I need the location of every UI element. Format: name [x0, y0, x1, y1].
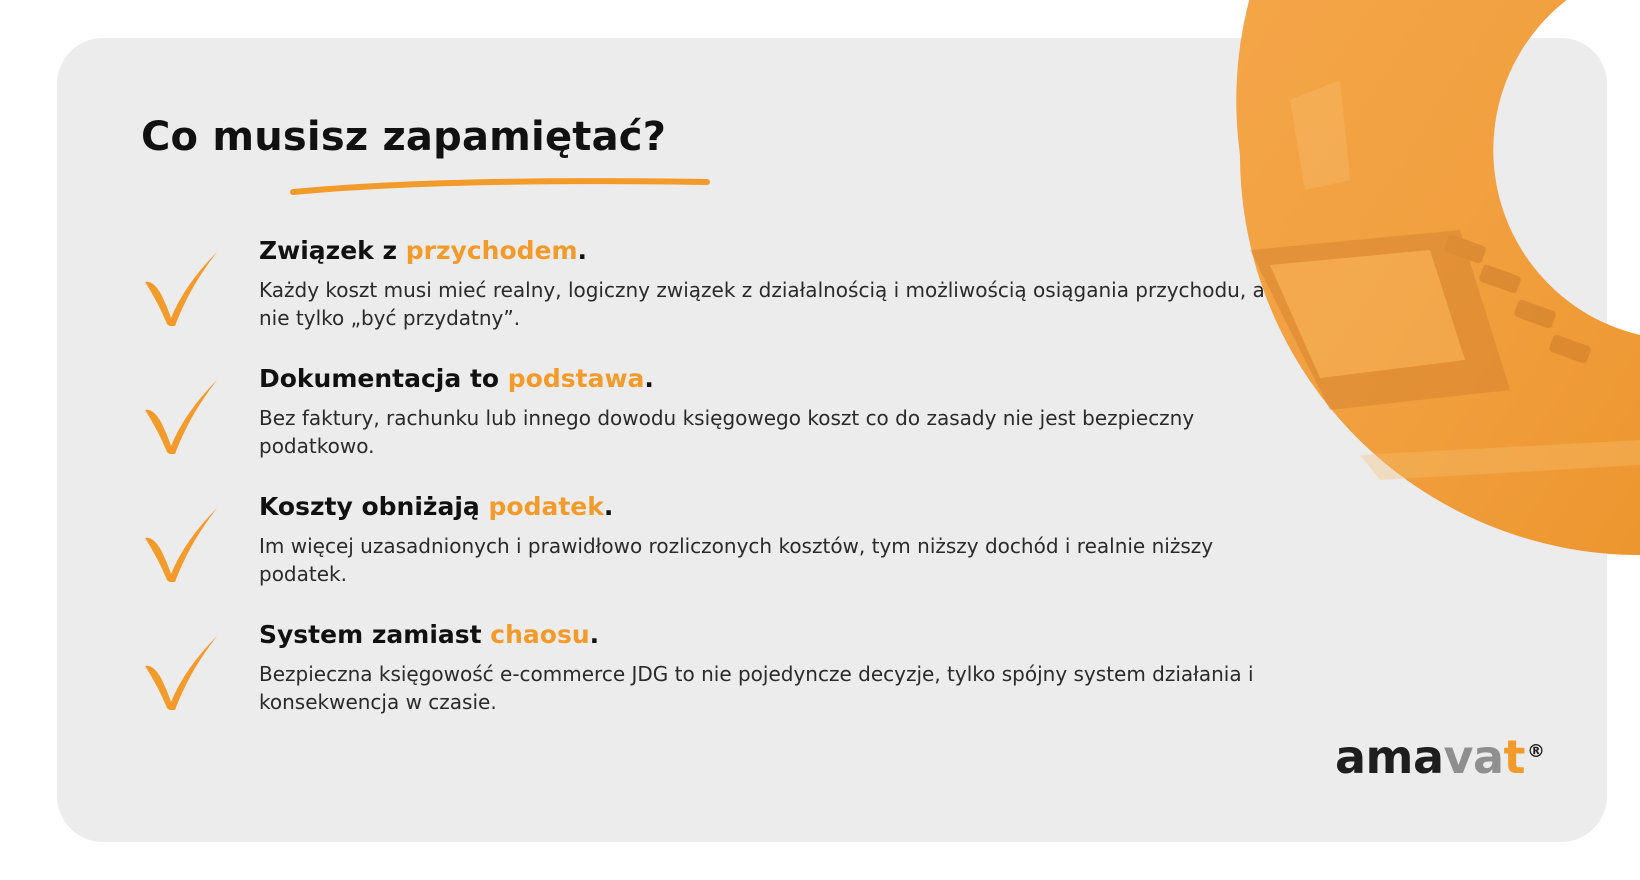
item-description: Każdy koszt musi mieć realny, logiczny związek z działalnością i możliwością osiągania przychodu, a nie tylko „być przydatny”. — [259, 278, 1265, 330]
checkmark-icon — [141, 376, 219, 454]
checkmark-icon — [141, 504, 219, 582]
checkmark-icon — [141, 248, 219, 326]
logo-part-ama: ama — [1335, 730, 1444, 784]
page-title: Co musisz zapamiętać? — [141, 114, 667, 160]
item-title: System zamiast chaosu. — [259, 620, 600, 649]
decorative-photo-ring — [1210, 0, 1640, 580]
logo-part-t: t — [1503, 730, 1526, 784]
item-title: Związek z przychodem. — [259, 236, 588, 265]
item-title: Dokumentacja to podstawa. — [259, 364, 654, 393]
amavat-logo — [1335, 730, 1545, 784]
item-title: Koszty obniżają podatek. — [259, 492, 614, 521]
item-description: Bezpieczna księgowość e-commerce JDG to nie pojedyncze decyzje, tylko spójny system działania i konsekwencja w czasie. — [259, 662, 1254, 714]
checkmark-icon — [141, 632, 219, 710]
registered-mark: ® — [1527, 740, 1545, 762]
item-description: Bez faktury, rachunku lub innego dowodu księgowego koszt co do zasady nie jest bezpieczny podatkowo. — [259, 406, 1195, 458]
logo-part-va: va — [1443, 730, 1504, 784]
title-underline — [290, 168, 710, 198]
item-description: Im więcej uzasadnionych i prawidłowo rozliczonych kosztów, tym niższy dochód i realnie niższy podatek. — [259, 534, 1214, 586]
